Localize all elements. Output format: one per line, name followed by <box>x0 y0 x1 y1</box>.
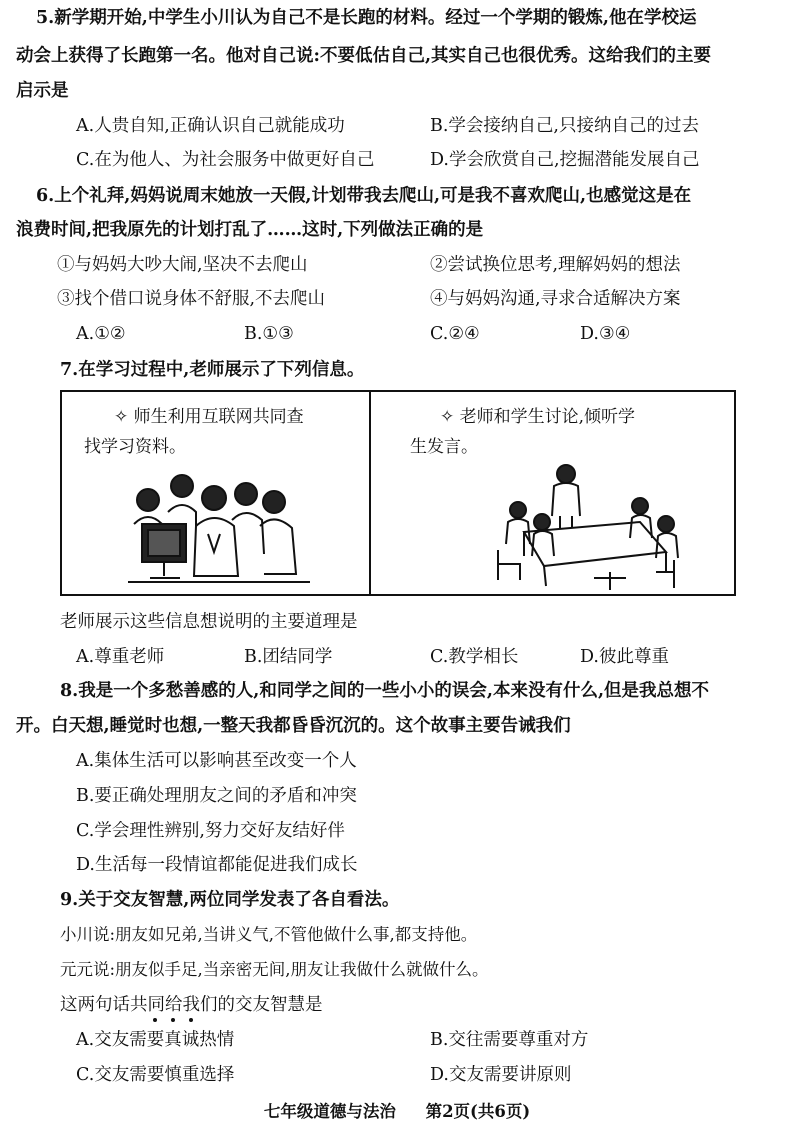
q7-panel-right-line2: 生发言。 <box>410 437 478 457</box>
q7-option-d: D.彼此尊重 <box>580 647 669 667</box>
q5-stem-line3: 启示是 <box>16 81 69 101</box>
q6-option-b: B.①③ <box>244 324 294 344</box>
q6-option-a: A.①② <box>76 324 126 344</box>
q7-option-c: C.教学相长 <box>430 647 519 667</box>
q7-panel-left-line1: ✧ 师生利用互联网共同查 <box>114 407 304 427</box>
q9-option-c: C.交友需要慎重选择 <box>76 1065 235 1085</box>
q7-panel-right-line1: ✧ 老师和学生讨论,倾听学 <box>440 407 636 427</box>
q8-stem-line1: 8.我是一个多愁善感的人,和同学之间的一些小小的误会,本来没有什么,但是我总想不 <box>60 681 710 701</box>
students-computer-illustration <box>124 464 314 594</box>
q9-option-d: D.交友需要讲原则 <box>430 1065 572 1085</box>
q7-option-b: B.团结同学 <box>244 647 333 667</box>
q9-option-b: B.交往需要尊重对方 <box>430 1030 589 1050</box>
emphasis-dot <box>171 1018 175 1022</box>
q6-statement-1: ①与妈妈大吵大闹,坚决不去爬山 <box>57 255 308 275</box>
q5-stem-line2: 动会上获得了长跑第一名。他对自己说:不要低估自己,其实自己也很优秀。这给我们的主要 <box>16 46 712 66</box>
q8-stem-line2: 开。白天想,睡觉时也想,一整天我都昏昏沉沉的。这个故事主要告诫我们 <box>16 716 571 736</box>
q6-statement-2: ②尝试换位思考,理解妈妈的想法 <box>430 255 681 275</box>
q7-after-text: 老师展示这些信息想说明的主要道理是 <box>60 612 358 632</box>
page-footer <box>0 1098 794 1122</box>
q6-statement-3: ③找个借口说身体不舒服,不去爬山 <box>57 289 326 309</box>
q6-option-d: D.③④ <box>580 324 631 344</box>
q9-ask: 这两句话共同给我们的交友智慧是 <box>60 995 323 1015</box>
q8-option-d: D.生活每一段情谊都能促进我们成长 <box>76 855 358 875</box>
q9-xiaochuan-says: 小川说:朋友如兄弟,当讲义气,不管他做什么事,都支持他。 <box>60 925 478 944</box>
q8-option-a: A.集体生活可以影响甚至改变一个人 <box>76 751 357 771</box>
q7-panel-left-line2: 找学习资料。 <box>84 437 186 457</box>
q6-option-c: C.②④ <box>430 324 480 344</box>
q9-yuanyuan-says: 元元说:朋友似手足,当亲密无间,朋友让我做什么就做什么。 <box>60 960 489 979</box>
footer-subject: 七年级道德与法治 <box>263 1102 396 1121</box>
q6-stem-line2: 浪费时间,把我原先的计划打乱了……这时,下列做法正确的是 <box>16 220 484 240</box>
q5-stem-line1: 5.新学期开始,中学生小川认为自己不是长跑的材料。经过一个学期的锻炼,他在学校运 <box>36 8 697 28</box>
q5-option-a: A.人贵自知,正确认识自己就能成功 <box>76 116 345 136</box>
q7-stem: 7.在学习过程中,老师展示了下列信息。 <box>60 360 365 380</box>
q9-option-a: A.交友需要真诚热情 <box>76 1030 235 1050</box>
teacher-discussion-illustration <box>490 460 690 592</box>
q6-statement-4: ④与妈妈沟通,寻求合适解决方案 <box>430 289 681 309</box>
q9-stem: 9.关于交友智慧,两位同学发表了各自看法。 <box>60 890 400 910</box>
q8-option-c: C.学会理性辨别,努力交好友结好伴 <box>76 821 345 841</box>
emphasis-dot <box>153 1018 157 1022</box>
q5-option-b: B.学会接纳自己,只接纳自己的过去 <box>430 116 699 136</box>
q7-option-a: A.尊重老师 <box>76 647 165 667</box>
q7-info-box <box>60 390 736 596</box>
q8-option-b: B.要正确处理朋友之间的矛盾和冲突 <box>76 786 357 806</box>
footer-page-number: 第2页(共6页) <box>425 1102 531 1121</box>
q5-option-d: D.学会欣赏自己,挖掘潜能发展自己 <box>430 150 700 170</box>
q7-box-divider <box>369 392 371 594</box>
q6-stem-line1: 6.上个礼拜,妈妈说周末她放一天假,计划带我去爬山,可是我不喜欢爬山,也感觉这是在 <box>36 186 692 206</box>
emphasis-dot <box>189 1018 193 1022</box>
q5-option-c: C.在为他人、为社会服务中做更好自己 <box>76 150 375 170</box>
